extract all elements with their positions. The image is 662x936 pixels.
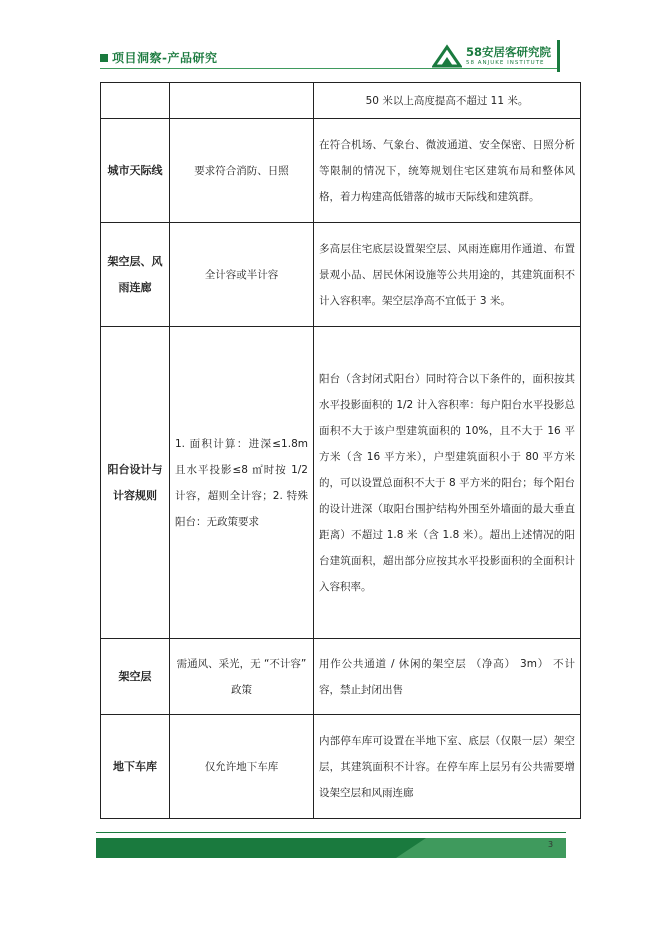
header-title: 项目洞察-产品研究 <box>112 51 218 65</box>
page-footer <box>0 830 662 870</box>
row-requirement: 1. 面积计算：进深≤1.8m 且水平投影≤8 ㎡时按 1/2 计容，超则全计容；2. 特殊阳台：无政策要求 <box>175 437 308 528</box>
row-requirement: 全计容或半计容 <box>170 223 314 327</box>
header-vertical-bar <box>557 40 560 72</box>
row-item: 阳台设计与计容规则 <box>101 327 170 639</box>
row-detail: 阳台（含封闭式阳台）同时符合以下条件的，面积按其水平投影面积的 1/2 计入容积率：每户阳台水平投影总面积不大于该户型建筑面积的 10%，且不大于 16 平方米（含 16 平方米），户型建筑面积小于 80 平方米的，可以设置总面积不大于 8 平方米的阳台；每个阳台的设计进深（取阳台围护结构外围至外墙面的最大垂直距离）不超过 1.8 米（含 1.8 米）。超出上述情况的阳台建筑面积，超出部分应按其水平投影面积的全面积计入容积率。 <box>314 327 581 639</box>
institute-logo <box>432 40 556 74</box>
row-requirement: 需通风、采光，无 “不计容” 政策 <box>170 639 314 715</box>
row-item: 架空层 <box>101 639 170 715</box>
logo-text-cn: 58安居客研究院 <box>466 45 552 59</box>
row-detail: 多高层住宅底层设置架空层、风雨连廊用作通道、布置景观小品、居民休闲设施等公共用途的，其建筑面积不计入容积率。架空层净高不宜低于 3 米。 <box>314 223 581 327</box>
table-row <box>101 639 581 715</box>
page-header <box>0 0 662 82</box>
table-row <box>101 83 581 119</box>
row-detail: 用作公共通道 / 休闲的架空层 （净高） 3m） 不计容，禁止封闭出售 <box>314 639 581 715</box>
row-requirement: 要求符合消防、日照 <box>170 119 314 223</box>
header-square-icon <box>100 54 108 62</box>
row-detail: 内部停车库可设置在半地下室、底层（仅限一层）架空层，其建筑面积不计容。在停车库上层另有公共需要增设架空层和风雨连廊 <box>314 715 581 819</box>
row-requirement-cell <box>170 327 314 639</box>
footer-band <box>96 838 566 858</box>
row-item: 地下车库 <box>101 715 170 819</box>
table-row <box>101 715 581 819</box>
row-item <box>101 83 170 119</box>
table-row <box>101 223 581 327</box>
page-number: 3 <box>548 840 554 849</box>
house-logo-icon <box>432 44 462 68</box>
table-row <box>101 327 581 639</box>
logo-text-en: 58 ANJUKE INSTITUTE <box>466 60 545 66</box>
footer-rule <box>96 832 566 833</box>
policy-table <box>100 82 581 819</box>
row-detail: 在符合机场、气象台、微波通道、安全保密、日照分析等限制的情况下，统筹规划住宅区建筑布局和整体风格，着力构建高低错落的城市天际线和建筑群。 <box>314 119 581 223</box>
row-item: 城市天际线 <box>101 119 170 223</box>
table-row <box>101 119 581 223</box>
row-requirement: 仅允许地下车库 <box>170 715 314 819</box>
row-item: 架空层、风雨连廊 <box>101 223 170 327</box>
row-detail-cell <box>314 83 581 119</box>
row-requirement <box>170 83 314 119</box>
row-detail: 50 米以上高度提高不超过 11 米。 <box>365 94 529 107</box>
